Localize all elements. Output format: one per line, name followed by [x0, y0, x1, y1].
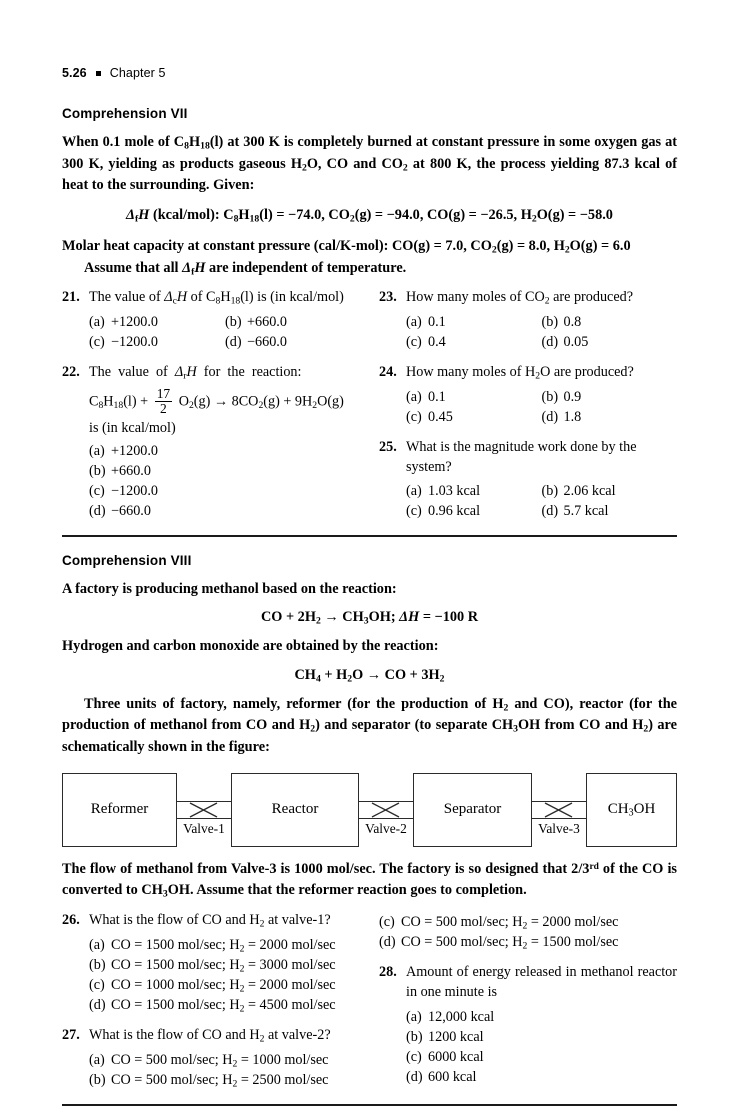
- option-24-b[interactable]: (b) 0.9: [541, 388, 582, 405]
- question-23-options: [406, 312, 677, 352]
- question-25-number: 25.: [379, 439, 397, 456]
- question-23-number: 23.: [379, 289, 397, 306]
- question-26-options: [89, 935, 361, 1016]
- given-enthalpy-line: $\Delta_fH$ (kcal/mol): $C_8H_{18}(l) = -74.0$, $CO_2(g) = -94.0$, CO(g) = −26.5, $H_2O(g) = -58.0$: [126, 207, 613, 225]
- option-23-b[interactable]: (b) 0.8: [541, 313, 582, 330]
- comprehension-7-intro: When 0.1 mole of $C_8H_{18}(l)$ at 300 K is completely burned at constant pressure in some oxygen gas at 300 K, yielding as products gaseous $H_2O$, CO and $CO_2$ at 800 K, the process yielding 87.3 kcal of heat to the surrounding. Given:: [62, 134, 677, 194]
- question-24-number: 24.: [379, 364, 397, 381]
- option-23-c[interactable]: (c) 0.4: [406, 334, 446, 351]
- question-26-number: 26.: [62, 912, 80, 929]
- question-21-number: 21.: [62, 289, 80, 306]
- question-25-options: [406, 481, 677, 521]
- diagram-box-methanol: [586, 773, 677, 847]
- option-24-d[interactable]: (d) 1.8: [541, 408, 582, 425]
- process-flow-diagram: [62, 773, 677, 847]
- option-22-a[interactable]: (a) +1200.0: [89, 442, 159, 459]
- question-26: [62, 911, 361, 931]
- question-27-options-right: [379, 912, 677, 952]
- question-22-stem-tail: is (in kcal/mol): [89, 420, 176, 437]
- valve-bowtie-icon: [371, 802, 400, 818]
- page-content: [62, 66, 677, 1106]
- option-21-d[interactable]: (d) −660.0: [225, 334, 287, 351]
- section-divider-top: [62, 535, 677, 537]
- valve-bowtie-icon: [189, 802, 218, 818]
- option-22-d[interactable]: (d) −660.0: [89, 503, 151, 520]
- running-head: [62, 66, 677, 80]
- valve-1-label: Valve-1: [183, 820, 225, 836]
- question-28-stem: Amount of energy released in methanol reactor in one minute is: [406, 964, 677, 1000]
- comprehension-8-questions: [62, 911, 677, 1090]
- diagram-box-methanol-label: $CH_3OH$: [607, 801, 656, 819]
- option-26-d[interactable]: (d) CO = 1500 mol/sec; $H_2 = 4500$ mol/sec: [89, 997, 336, 1015]
- fraction-17-over-2: $\frac{17}{2}$: [156, 385, 171, 416]
- valve-3-pipe-bottom: [531, 818, 587, 819]
- question-28: [379, 963, 677, 1002]
- question-22-options: [89, 441, 361, 522]
- question-25: [379, 438, 677, 477]
- valve-2-label: Valve-2: [365, 820, 407, 836]
- option-27-a[interactable]: (a) CO = 500 mol/sec; $H_2 = 1000$ mol/sec: [89, 1051, 329, 1070]
- option-27-b[interactable]: (b) CO = 500 mol/sec; $H_2 = 2500$ mol/sec: [89, 1072, 329, 1090]
- given-assumption-line: Assume that all $\Delta_fH$ are independent of temperature.: [84, 259, 407, 278]
- question-24-stem: How many moles of $H_2O$ are produced?: [406, 364, 634, 382]
- question-26-stem: What is the flow of CO and $H_2$ at valve-1?: [89, 912, 331, 930]
- option-23-a[interactable]: (a) 0.1: [406, 313, 446, 330]
- valve-2: [358, 801, 414, 819]
- comprehension-8-note: The flow of methanol from Valve-3 is 1000 mol/sec. The factory is so designed that 2/3rd of the CO is converted to $CH_3OH$. Assume that the reformer reaction goes to completion.: [62, 860, 677, 900]
- chapter-label: Chapter 5: [109, 66, 166, 80]
- question-28-options: [406, 1007, 677, 1088]
- question-column-right: [379, 288, 677, 521]
- question-22-equation: $C_8H_{18}(l)$ + $\frac{17}{2}$ $O_2(g) \to 8CO_2(g) + 9H_2O(g)$: [89, 385, 344, 416]
- question-21-stem: The value of $\Delta_cH$ of $C_8H_{18}(l)$ is (in kcal/mol): [89, 289, 344, 307]
- option-26-b[interactable]: (b) CO = 1500 mol/sec; $H_2 = 3000$ mol/sec: [89, 956, 336, 975]
- diagram-box-reformer: [62, 773, 177, 847]
- option-24-a[interactable]: (a) 0.1: [406, 388, 446, 405]
- question-27: [62, 1026, 361, 1046]
- question-28-number: 28.: [379, 964, 397, 981]
- option-28-c[interactable]: (c) 6000 kcal: [406, 1048, 484, 1065]
- option-25-d[interactable]: (d) 5.7 kcal: [541, 503, 609, 520]
- valve-bowtie-icon: [544, 802, 573, 818]
- option-27-c[interactable]: (c) CO = 500 mol/sec; $H_2 = 2000$ mol/sec: [379, 914, 619, 932]
- option-26-c[interactable]: (c) CO = 1000 mol/sec; $H_2 = 2000$ mol/sec: [89, 977, 336, 995]
- valve-1: [176, 801, 232, 819]
- option-26-a[interactable]: (a) CO = 1500 mol/sec; $H_2 = 2000$ mol/sec: [89, 936, 336, 955]
- diagram-box-reactor: [231, 773, 359, 847]
- question-27-stem: What is the flow of CO and $H_2$ at valve-2?: [89, 1027, 331, 1045]
- option-25-b[interactable]: (b) 2.06 kcal: [541, 483, 616, 500]
- option-24-c[interactable]: (c) 0.45: [406, 408, 453, 425]
- option-27-d[interactable]: (d) CO = 500 mol/sec; $H_2 = 1500$ mol/sec: [379, 934, 619, 952]
- comprehension-8-intro-1: A factory is producing methanol based on the reaction:: [62, 580, 397, 597]
- reaction-2: $CH_4 + H_2O$ → CO + $3H_2$: [294, 666, 445, 685]
- option-25-c[interactable]: (c) 0.96 kcal: [406, 503, 481, 520]
- question-22: [62, 363, 361, 383]
- option-28-a[interactable]: (a) 12,000 kcal: [406, 1008, 495, 1025]
- question-22-number: 22.: [62, 364, 80, 381]
- valve-1-pipe-bottom: [176, 818, 232, 819]
- question-24: [379, 363, 677, 383]
- question-27-number: 27.: [62, 1027, 80, 1044]
- reaction-1: CO + $2H_2 \to CH_3OH$; ΔH = −100 R: [260, 609, 479, 627]
- valve-3: [531, 801, 587, 819]
- question-24-options: [406, 387, 677, 427]
- question-column-left-2: [62, 911, 361, 1090]
- option-28-b[interactable]: (b) 1200 kcal: [406, 1028, 484, 1045]
- option-21-a[interactable]: (a) +1200.0: [89, 313, 159, 330]
- diagram-box-separator-label: Separator: [443, 801, 502, 818]
- question-column-left: [62, 288, 361, 521]
- diagram-box-reformer-label: Reformer: [90, 801, 149, 818]
- option-21-c[interactable]: (c) −1200.0: [89, 334, 159, 351]
- comprehension-8-intro-2: Hydrogen and carbon monoxide are obtained by the reaction:: [62, 638, 439, 655]
- square-bullet-icon: [96, 71, 101, 76]
- comprehension-7-heading: Comprehension VII: [62, 106, 188, 121]
- valve-2-pipe-bottom: [358, 818, 414, 819]
- page-number: 5.26: [62, 66, 87, 80]
- question-25-stem: What is the magnitude work done by the system?: [406, 439, 637, 475]
- comprehension-8-heading: Comprehension VIII: [62, 552, 192, 568]
- question-23-stem: How many moles of $CO_2$ are produced?: [406, 289, 634, 307]
- question-22-stem: The value of $\Delta_rH$ for the reaction:: [89, 364, 302, 382]
- question-21-options: [89, 312, 361, 352]
- option-28-d[interactable]: (d) 600 kcal: [406, 1069, 477, 1086]
- valve-3-label: Valve-3: [538, 820, 580, 836]
- question-column-right-2: [379, 911, 677, 1090]
- option-22-c[interactable]: (c) −1200.0: [89, 482, 159, 499]
- diagram-box-reactor-label: Reactor: [271, 801, 319, 818]
- diagram-box-separator: [413, 773, 532, 847]
- comprehension-7-questions: [62, 288, 677, 521]
- option-25-a[interactable]: (a) 1.03 kcal: [406, 483, 481, 500]
- comprehension-8-intro-3: Three units of factory, namely, reformer (for the production of $H_2$ and CO), reactor (for the production of methanol from CO and $H_2$) and separator (to separate $CH_3OH$ from CO and $H_2$) are schematically shown in the figure:: [62, 695, 677, 755]
- given-cp-line: Molar heat capacity at constant pressure (cal/K-mol): CO(g) = 7.0, $CO_2(g) = 8.0$, $H_2O(g) = 6.0$: [62, 237, 631, 256]
- option-22-b[interactable]: (b) +660.0: [89, 462, 151, 479]
- option-23-d[interactable]: (d) 0.05: [541, 334, 589, 351]
- question-21: [62, 288, 361, 308]
- option-21-b[interactable]: (b) +660.0: [225, 313, 287, 330]
- question-23: [379, 288, 677, 308]
- question-27-options-left: [89, 1050, 361, 1090]
